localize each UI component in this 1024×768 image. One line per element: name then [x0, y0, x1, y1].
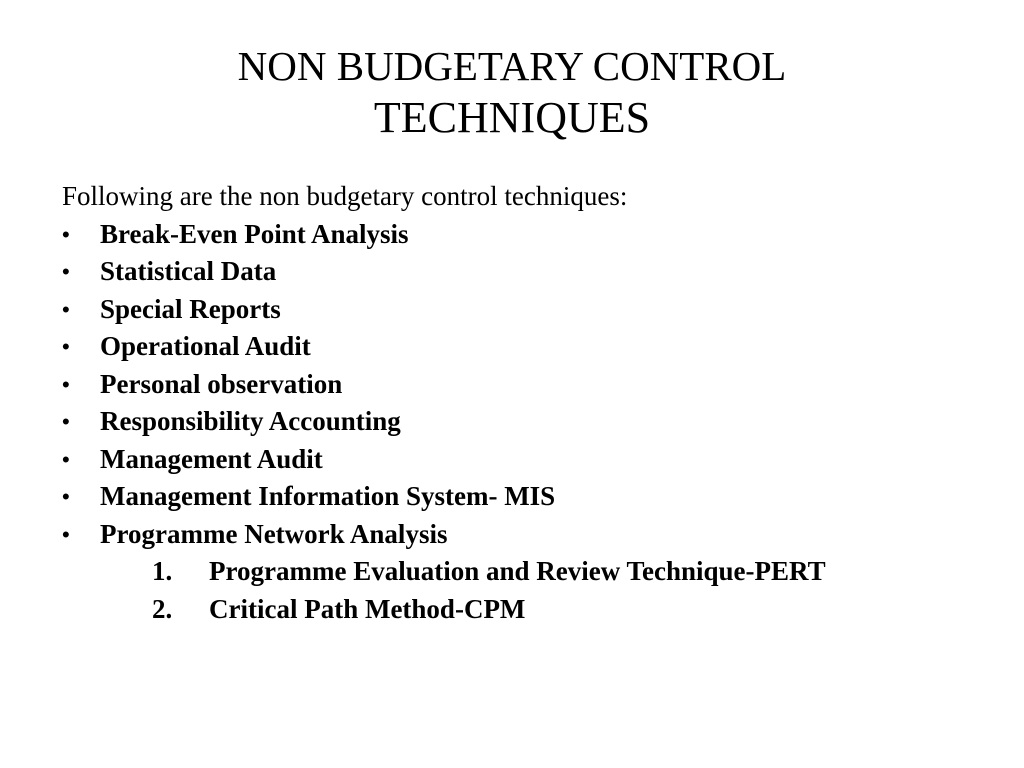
- bullet-text: Special Reports: [100, 293, 281, 324]
- bullet-item: [62, 291, 992, 329]
- bullet-text: Responsibility Accounting: [100, 406, 401, 436]
- bullet-item: [62, 366, 992, 404]
- numbered-item-number: 1.: [152, 556, 173, 586]
- bullet-text: Personal observation: [100, 368, 343, 399]
- bullet-text: Operational Audit: [100, 331, 311, 361]
- bullet-icon: •: [62, 334, 70, 359]
- bullet-icon: •: [62, 484, 70, 509]
- bullet-text: Management Audit: [100, 443, 323, 474]
- bullet-item: [62, 478, 992, 516]
- bullet-item: [62, 216, 992, 254]
- bullet-text: Management Information System- MIS: [100, 481, 556, 511]
- bullet-item: [62, 516, 992, 554]
- bullet-icon: •: [62, 259, 70, 284]
- numbered-sublist: [62, 553, 992, 628]
- intro-text: Following are the non budgetary control techniques:: [62, 181, 628, 211]
- bullet-item: [62, 253, 992, 291]
- title-line-1: NON BUDGETARY CONTROL: [237, 43, 787, 89]
- numbered-item-number: 2.: [152, 593, 173, 624]
- bullet-text: Programme Network Analysis: [100, 518, 448, 549]
- bullet-item: [62, 328, 992, 366]
- bullet-item: [62, 403, 992, 441]
- bullet-icon: •: [62, 371, 70, 397]
- numbered-item: [62, 591, 992, 629]
- bullet-icon: •: [62, 296, 70, 322]
- bullet-icon: •: [62, 221, 70, 247]
- bullet-text: Break-Even Point Analysis: [100, 218, 409, 249]
- bullet-icon: •: [62, 409, 70, 434]
- title-line-2: TECHNIQUES: [373, 93, 651, 142]
- slide-body: [62, 178, 992, 628]
- bullet-text: Statistical Data: [100, 256, 277, 286]
- numbered-item-text: Programme Evaluation and Review Technique-PERT: [209, 556, 826, 586]
- bullet-icon: •: [62, 521, 70, 547]
- bullet-item: [62, 441, 992, 479]
- numbered-item-text: Critical Path Method-CPM: [209, 593, 526, 624]
- slide-title: [0, 40, 1024, 144]
- bullet-list: [62, 216, 992, 554]
- numbered-item: [62, 553, 992, 591]
- bullet-icon: •: [62, 446, 70, 472]
